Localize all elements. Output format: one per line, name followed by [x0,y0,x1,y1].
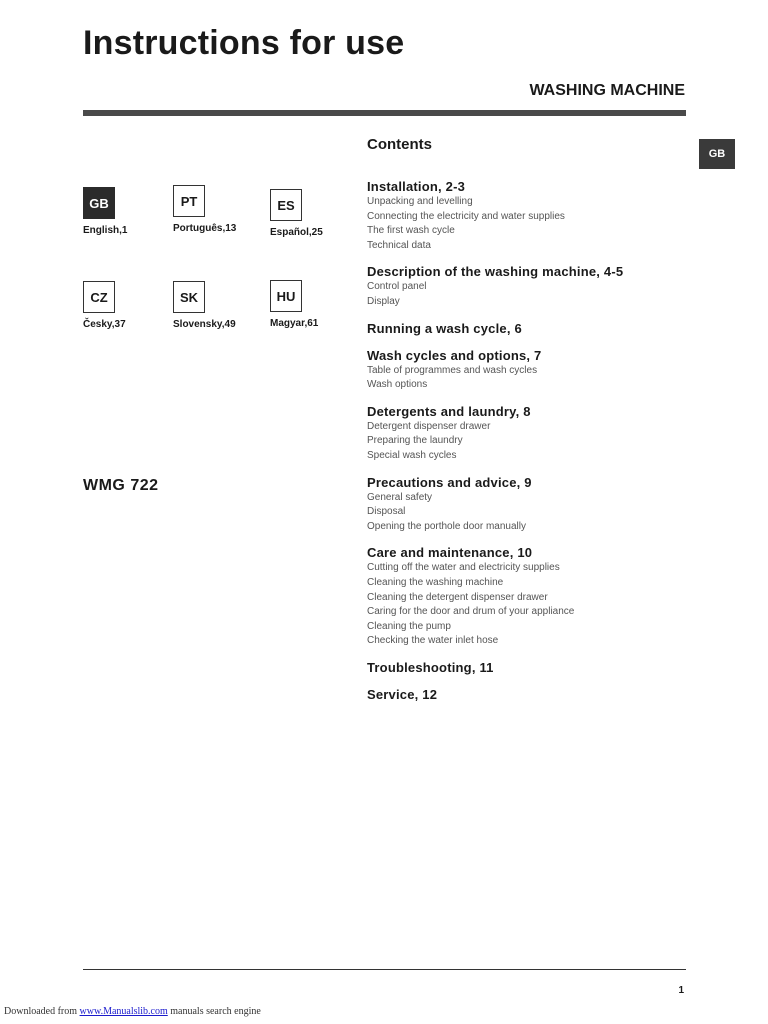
section-title[interactable]: Wash cycles and options, 7 [367,347,542,363]
section-item: Cutting off the water and electricity supplies [367,562,560,574]
section-item: Caring for the door and drum of your appliance [367,606,575,618]
page-title: Instructions for use [83,24,405,62]
footer-divider [83,969,686,970]
language-code-box[interactable]: HU [270,280,302,312]
section-item: Detergent dispenser drawer [367,420,491,432]
contents-section [367,179,687,253]
language-code-box[interactable]: ES [270,189,302,221]
language-pt[interactable] [173,185,263,234]
contents-section [367,321,687,337]
section-title[interactable]: Detergents and laundry, 8 [367,403,531,419]
contents-section [367,404,687,464]
section-title[interactable]: Care and maintenance, 10 [367,545,533,561]
section-title[interactable]: Service, 12 [367,686,438,702]
section-item: Table of programmes and wash cycles [367,364,538,376]
page-subtitle: WASHING MACHINE [529,82,685,99]
footer-prefix: Downloaded from [4,1006,78,1017]
section-item: Unpacking and levelling [367,196,473,207]
section-item: Checking the water inlet hose [367,635,499,647]
section-item: Preparing the laundry [367,435,463,447]
language-code-box[interactable]: CZ [83,281,115,313]
language-code-box[interactable]: PT [173,185,205,217]
section-title[interactable]: Installation, 2-3 [367,179,466,194]
contents-section [367,348,687,393]
section-item: General safety [367,491,433,503]
section-item: Wash options [367,379,428,391]
language-label: Česky,37 [83,319,126,330]
footer-suffix: manuals search engine [170,1006,261,1017]
manualslib-link[interactable]: www.Manualslib.com [79,1006,168,1017]
section-item: Opening the porthole door manually [367,520,526,532]
contents-heading: Contents [367,136,432,153]
section-item: Cleaning the detergent dispenser drawer [367,591,548,603]
page-number: 1 [678,985,684,996]
language-label: Magyar,61 [270,318,319,329]
language-sk[interactable] [173,281,263,330]
language-code-box[interactable]: SK [173,281,205,313]
contents-section [367,687,687,703]
download-footer [4,1006,261,1017]
section-title[interactable]: Precautions and advice, 9 [367,474,532,490]
contents-sections [367,179,687,703]
section-item: Special wash cycles [367,449,457,461]
language-label: Español,25 [270,227,323,238]
language-hu[interactable] [270,280,360,329]
language-label: Português,13 [173,223,237,234]
section-item: The first wash cycle [367,225,455,237]
language-label: Slovensky,49 [173,319,236,330]
language-label: English,1 [83,225,128,236]
language-es[interactable] [270,189,360,238]
contents-section [367,545,687,649]
section-item: Connecting the electricity and water supplies [367,210,565,222]
section-title[interactable]: Troubleshooting, 11 [367,659,494,675]
contents-section [367,475,687,535]
header-divider [83,110,686,116]
section-item: Display [367,295,400,307]
contents-section [367,264,687,309]
section-item: Disposal [367,506,406,518]
section-item: Cleaning the washing machine [367,576,504,588]
language-code-box[interactable]: GB [83,187,115,219]
language-gb[interactable] [83,187,173,236]
language-cz[interactable] [83,281,173,330]
section-title[interactable]: Running a wash cycle, 6 [367,320,522,336]
language-side-tab[interactable]: GB [699,139,735,169]
model-number: WMG 722 [83,477,159,494]
section-item: Cleaning the pump [367,620,451,632]
table-of-contents [367,136,687,714]
section-item: Technical data [367,239,431,251]
section-title[interactable]: Description of the washing machine, 4-5 [367,264,624,280]
section-item: Control panel [367,281,427,293]
contents-section [367,660,687,676]
